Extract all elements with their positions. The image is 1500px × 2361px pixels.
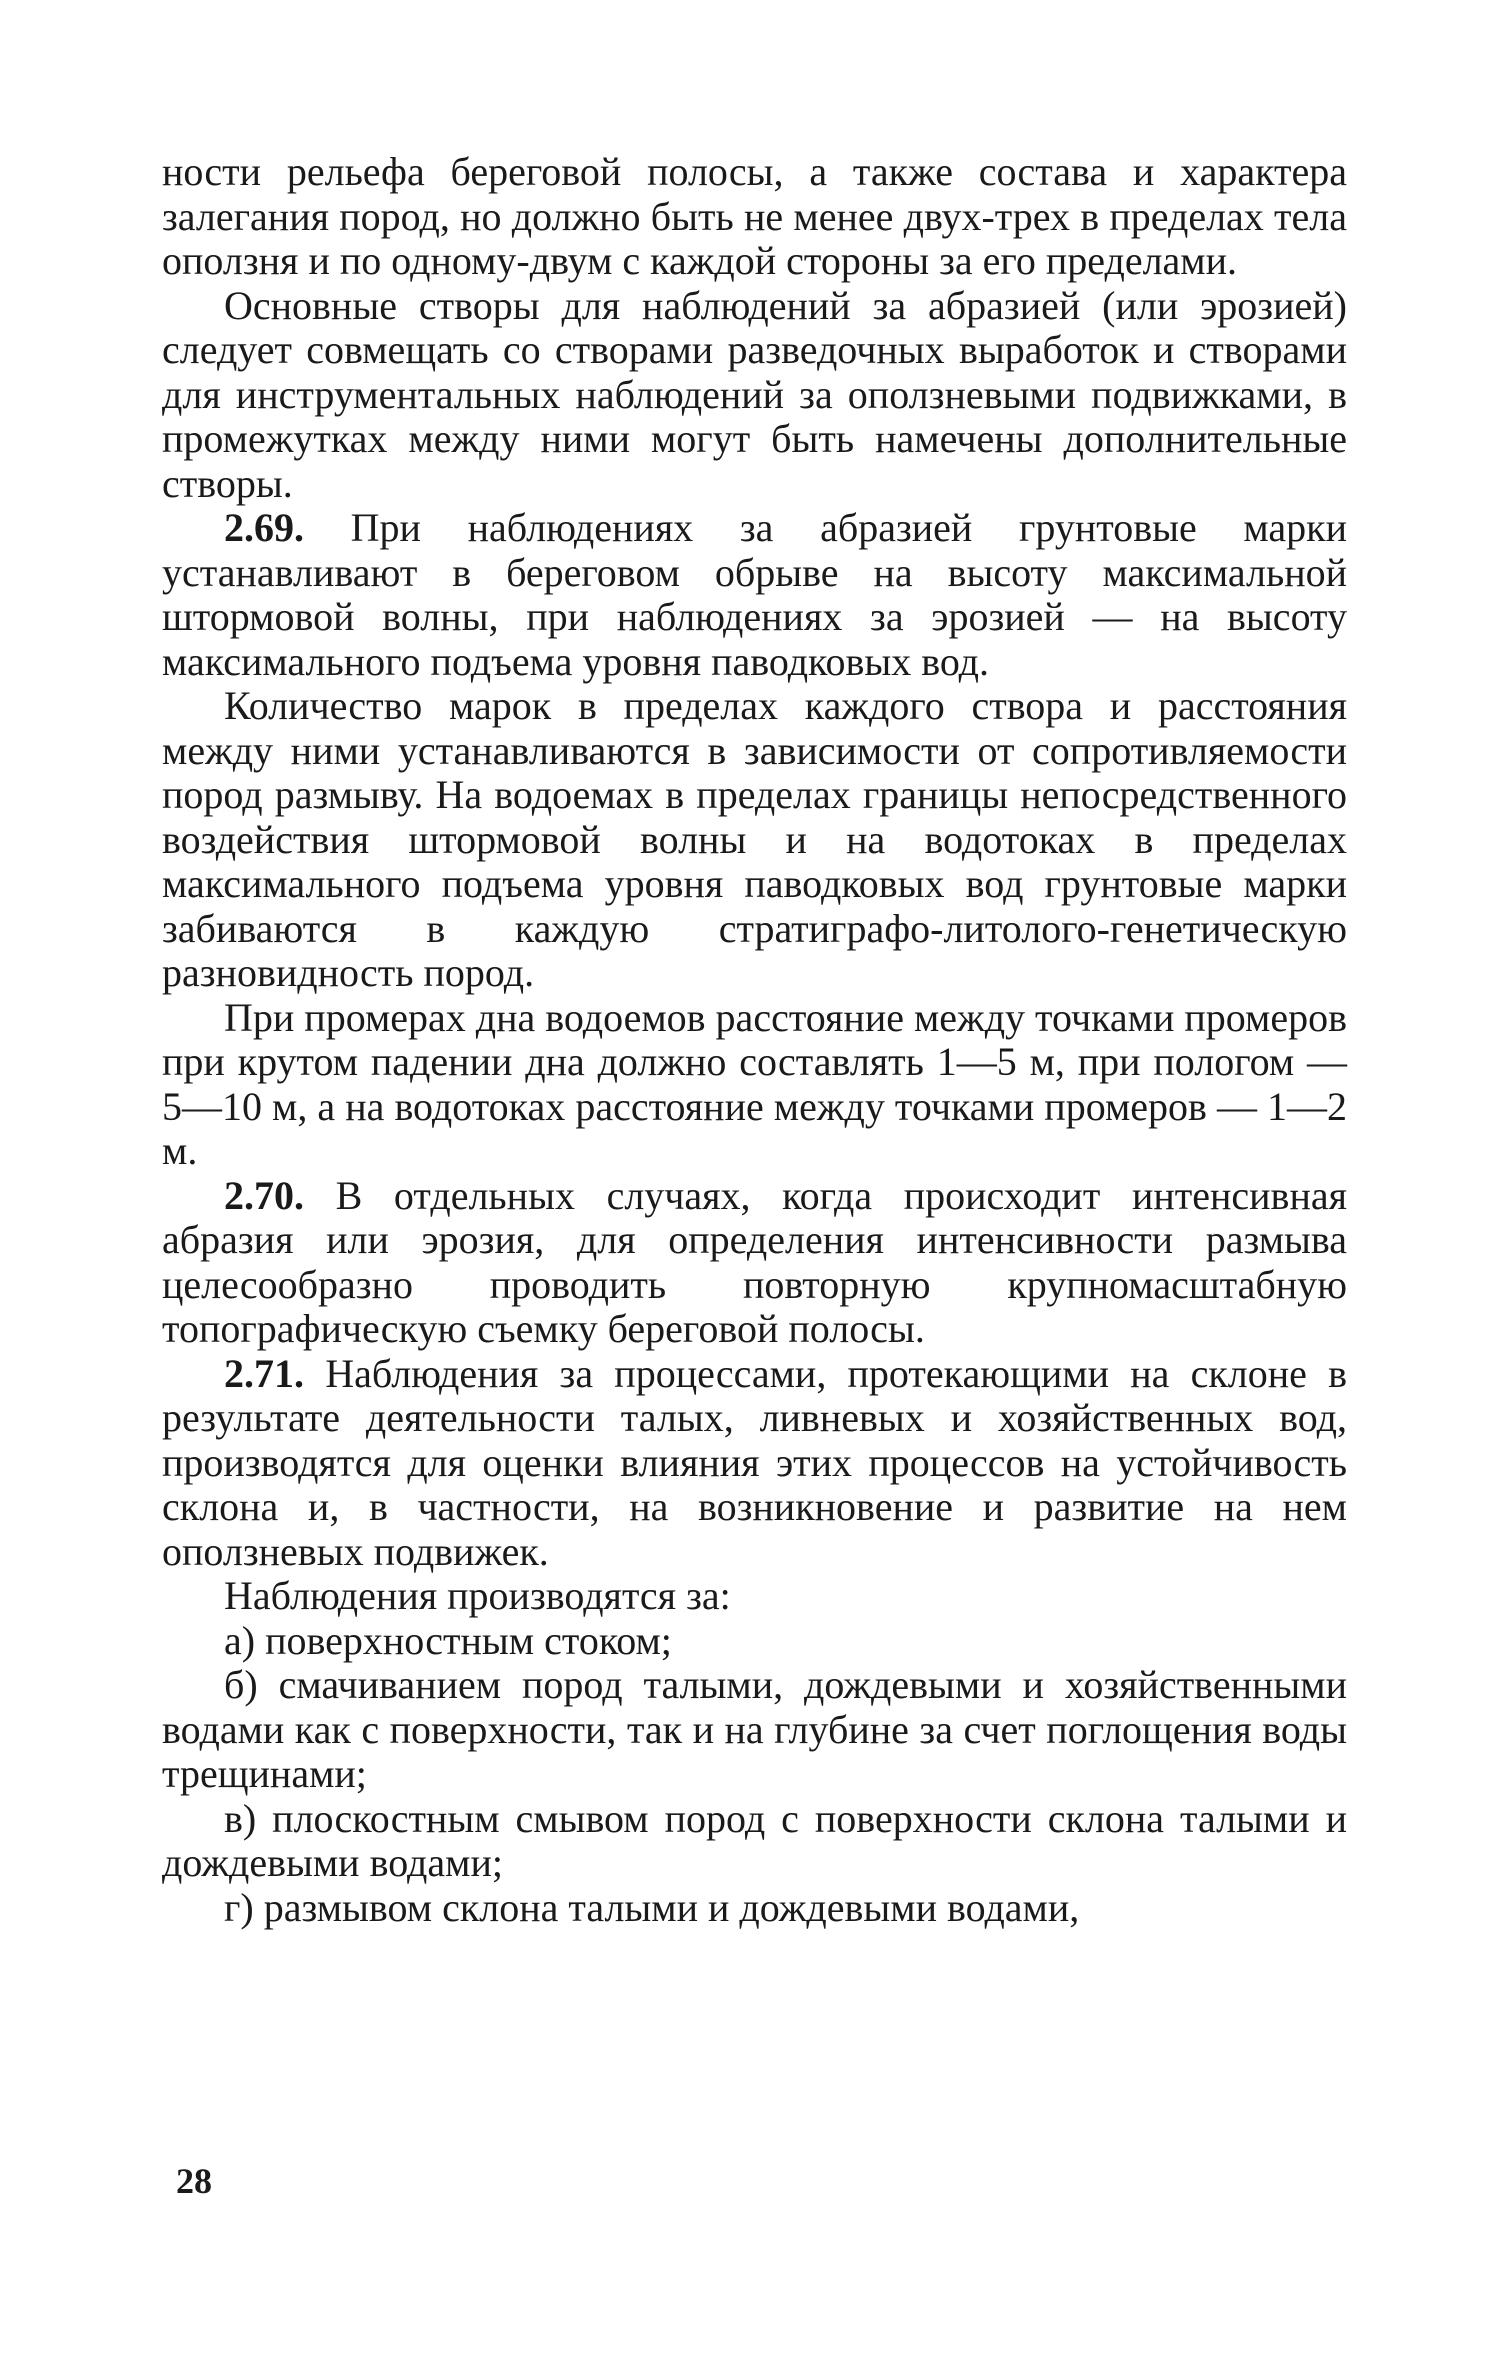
paragraph-4	[162, 684, 1347, 996]
paragraph-2	[162, 284, 1347, 507]
paragraph-5-text: При промерах дна водоемов расстояние между точками промеров при крутом падении дна должно составлять 1—5 м, при пологом — 5—10 м, а на водотоках расстояние между точками промеров — 1—2 м.	[162, 994, 1347, 1173]
section-2-70-text: В отдельных случаях, когда происходит интенсивная абразия или эрозия, для определения интенсивности размыва целесообразно проводить повторную крупномасштабную топографическую съемку береговой полосы.	[162, 1172, 1347, 1351]
page-number: 28	[176, 2161, 212, 2201]
section-2-71	[162, 1352, 1347, 1575]
list-item-g: г) размывом склона талыми и дождевыми водами,	[224, 1884, 1080, 1930]
section-2-69-text: При наблюдениях за абразией грунтовые марки устанавливают в береговом обрыве на высоту максимальной штормовой волны, при наблюдениях за эрозией — на высоту максимального подъема уровня паводковых вод.	[162, 505, 1347, 684]
paragraph-1-text: ности рельефа береговой полосы, а также состава и характера залегания пород, но должно быть не менее двух-трех в пределах тела оползня и по одному-двум с каждой стороны за его пределами.	[162, 149, 1347, 283]
paragraph-2-text: Основные створы для наблюдений за абразией (или эрозией) следует совмещать со створами разведочных выработок и створами для инструментальных наблюдений за оползневыми подвижками, в промежутках между ними могут быть намечены дополнительные створы.	[162, 282, 1347, 506]
section-2-70	[162, 1174, 1347, 1352]
section-number-2-70: 2.70.	[224, 1172, 304, 1218]
paragraph-8	[162, 1574, 1347, 1619]
paragraph-1	[162, 150, 1347, 284]
page-body	[162, 150, 1347, 1930]
section-2-71-text: Наблюдения за процессами, протекающими на склоне в результате деятельности талых, ливневых и хозяйственных вод, производятся для оценки влияния этих процессов на устойчивость склона и, в частности, на возникновение и развитие на нем оползневых подвижек.	[162, 1350, 1347, 1574]
section-number-2-71: 2.71.	[224, 1350, 304, 1396]
section-number-2-69: 2.69.	[224, 505, 304, 550]
paragraph-5	[162, 996, 1347, 1174]
list-item-b: б) смачиванием пород талыми, дождевыми и хозяйственными водами как с поверхности, так и на глубине за счет поглощения воды трещинами;	[162, 1662, 1347, 1796]
list-item-v: в) плоскостным смывом пород с поверхности склона талыми и дождевыми водами;	[162, 1795, 1347, 1885]
list-item-a: а) поверхностным стоком;	[224, 1617, 672, 1663]
paragraph-8-text: Наблюдения производятся за:	[224, 1573, 731, 1618]
paragraph-4-text: Количество марок в пределах каждого створа и расстояния между ними устанавливаются в зависимости от сопротивляемости пород размыву. На водоемах в пределах границы непосредственного воздействия штормовой волны и на водотоках в пределах максимального подъема уровня паводковых вод грунтовые марки забиваются в каждую стратиграфо-литолого-генетическую разновидность пород.	[162, 683, 1347, 995]
section-2-69	[162, 506, 1347, 684]
